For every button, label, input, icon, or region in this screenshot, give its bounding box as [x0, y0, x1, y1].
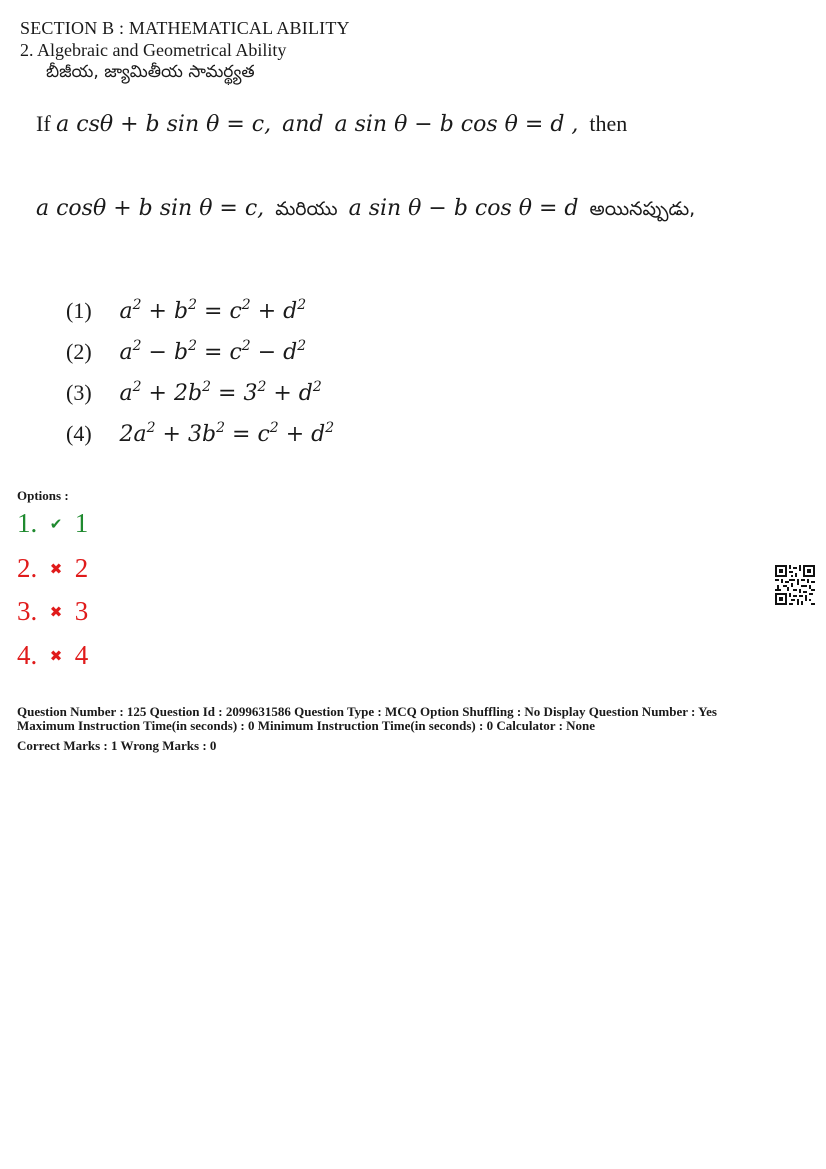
question-text-english [36, 111, 627, 137]
answer-option-4 [66, 421, 334, 447]
question-equation-1: a csθ + b sin θ = c, [56, 112, 272, 137]
cross-icon: ✖ [49, 603, 63, 621]
cross-icon: ✖ [49, 647, 63, 665]
subsection-title-telugu: బీజీయ, జ్యామితీయ సామర్థ్యత [46, 62, 255, 82]
answer-option-expression: $a^2 - b^2 = c^2 - d^2$ [119, 338, 307, 365]
question-te-then: అయినప్పుడు, [589, 198, 696, 220]
answer-option-number: (1) [66, 298, 92, 323]
choice-index: 2. [17, 553, 38, 583]
choice-value: 3 [74, 596, 89, 626]
subsection-title: 2. Algebraic and Geometrical Ability [20, 40, 287, 60]
question-meta-line-2: Maximum Instruction Time(in seconds) : 0 Minimum Instruction Time(in seconds) : 0 Calculator : None [17, 718, 596, 733]
answer-option-3 [66, 380, 322, 406]
question-equation-2: a sin θ − b cos θ = d , [334, 112, 579, 137]
choice-4 [17, 640, 88, 671]
choice-index: 3. [17, 596, 38, 626]
question-meta-line-1: Question Number : 125 Question Id : 2099631586 Question Type : MCQ Option Shuffling : No Display Question Number : Yes [17, 704, 717, 719]
question-then: then [589, 111, 628, 136]
section-title: SECTION B : MATHEMATICAL ABILITY [20, 18, 350, 38]
answer-option-number: (2) [66, 339, 92, 364]
answer-option-2 [66, 339, 306, 365]
choice-2 [17, 553, 88, 584]
choice-index: 4. [17, 640, 38, 670]
answer-option-1 [66, 298, 306, 324]
check-icon: ✔ [49, 515, 63, 533]
question-marks: Correct Marks : 1 Wrong Marks : 0 [17, 738, 217, 753]
question-if: If [36, 111, 57, 136]
choice-value: 2 [74, 553, 89, 583]
answer-option-expression: $a^2 + 2b^2 = 3^2 + d^2$ [119, 379, 322, 406]
answer-option-number: (4) [66, 421, 92, 446]
answer-option-expression: $2a^2 + 3b^2 = c^2 + d^2$ [119, 420, 335, 447]
question-text-telugu [36, 195, 695, 225]
qr-code-icon [775, 565, 815, 605]
question-te-equation-2: a sin θ − b cos θ = d [348, 196, 579, 221]
question-te-equation-1: a cosθ + b sin θ = c, [36, 196, 265, 221]
choice-value: 4 [74, 640, 89, 670]
options-heading: Options : [17, 488, 69, 503]
choice-3 [17, 596, 88, 627]
answer-option-number: (3) [66, 380, 92, 405]
question-and: and [282, 112, 324, 137]
cross-icon: ✖ [49, 560, 63, 578]
choice-1 [17, 508, 88, 539]
question-te-and: మరియు [275, 198, 338, 220]
choice-value: 1 [74, 508, 89, 538]
choice-index: 1. [17, 508, 38, 538]
answer-option-expression: $a^2 + b^2 = c^2 + d^2$ [119, 297, 307, 324]
